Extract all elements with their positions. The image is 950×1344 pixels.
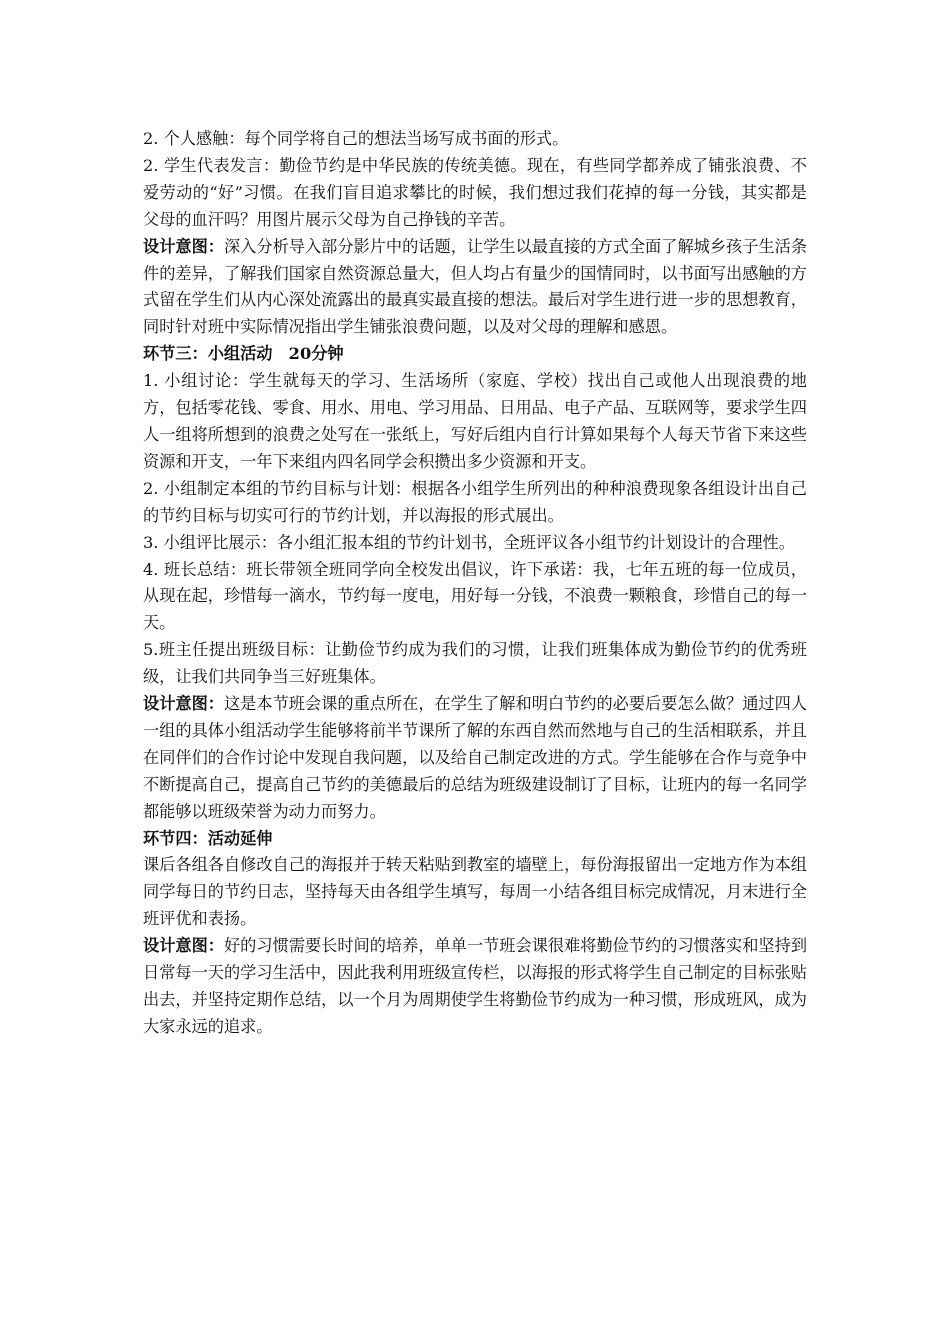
paragraph-class-goal: 5.班主任提出班级目标：让勤俭节约成为我们的习惯，让我们班集体成为勤俭节约的优秀班级，让我们共同争当三好班集体。 <box>143 640 807 687</box>
paragraph-group-discussion: 1. 小组讨论：学生就每天的学习、生活场所（家庭、学校）找出自己或他人出现浪费的地方，包括零花钱、零食、用水、用电、学习用品、日用品、电子产品、互联网等，要求学生四人一组将所想到的浪费之处写在一张纸上，写好后组内自行计算如果每个人每天节省下来这些资源和开支，一年下来组内四名同学会积攒出多少资源和开支。 <box>143 371 807 471</box>
paragraph-design-intent-3 <box>143 933 807 1041</box>
design-intent-label: 设计意图： <box>143 936 224 956</box>
paragraph-group-showcase: 3. 小组评比展示：各小组汇报本组的节约计划书，全班评议各小组节约计划设计的合理性。 <box>143 532 795 552</box>
document-page <box>143 126 807 1041</box>
paragraph-student-speech: 2. 学生代表发言：勤俭节约是中华民族的传统美德。现在，有些同学都养成了铺张浪费、不爱劳动的“好”习惯。在我们盲目追求攀比的时候，我们想过我们花掉的每一分钱，其实都是父母的血汗吗？用图片展示父母为自己挣钱的辛苦。 <box>143 155 807 229</box>
section-heading-4: 环节四：活动延伸 <box>143 828 273 848</box>
design-intent-label: 设计意图： <box>143 236 224 256</box>
design-intent-text: 好的习惯需要长时间的培养，单单一节班会课很难将勤俭节约的习惯落实和坚持到日常每一天的学习生活中，因此我利用班级宣传栏，以海报的形式将学生自己制定的目标张贴出去，并坚持定期作总结，以一个月为周期使学生将勤俭节约成为一种习惯，形成班风，成为大家永远的追求。 <box>143 936 808 1036</box>
design-intent-text: 深入分析导入部分影片中的话题，让学生以最直接的方式全面了解城乡孩子生活条件的差异，了解我们国家自然资源总量大，但人均占有量少的国情同时，以书面写出感触的方式留在学生们从内心深处流露出的最真实最直接的想法。最后对学生进行进一步的思想教育，同时针对班中实际情况指出学生铺张浪费问题，以及对父母的理解和感恩。 <box>143 236 808 337</box>
paragraph-monitor-summary: 4. 班长总结：班长带领全班同学向全校发出倡议，许下承诺：我，七年五班的每一位成员，从现在起，珍惜每一滴水，节约每一度电，用好每一分钱，不浪费一颗粮食，珍惜自己的每一天。 <box>143 559 807 633</box>
paragraph-personal-feelings: 2. 个人感触：每个同学将自己的想法当场写成书面的形式。 <box>143 129 569 148</box>
design-intent-text: 这是本节班会课的重点所在，在学生了解和明白节约的必要后要怎么做？通过四人一组的具体小组活动学生能够将前半节课所了解的东西自然而然地与自己的生活相联系，并且在同伴们的合作讨论中发现自我问题，以及给自己制定改进的方式。学生能够在合作与竞争中不断提高自己，提高自己节约的美德最后的总结为班级建设制订了目标，让班内的每一名同学都能够以班级荣誉为动力而努力。 <box>143 694 808 821</box>
design-intent-label: 设计意图： <box>143 694 224 714</box>
paragraph-design-intent-1 <box>143 234 807 342</box>
paragraph-activity-extension: 课后各组各自修改自己的海报并于转天粘贴到教室的墙壁上，每份海报留出一定地方作为本组同学每日的节约日志，坚持每天由各组学生填写，每周一小结各组目标完成情况，月末进行全班评优和表扬。 <box>143 855 807 929</box>
paragraph-design-intent-2 <box>143 691 807 826</box>
paragraph-group-plan: 2. 小组制定本组的节约目标与计划：根据各小组学生所列出的种种浪费现象各组设计出自己的节约目标与切实可行的节约计划，并以海报的形式展出。 <box>143 478 807 525</box>
section-heading-3: 环节三：小组活动 20分钟 <box>143 344 344 364</box>
